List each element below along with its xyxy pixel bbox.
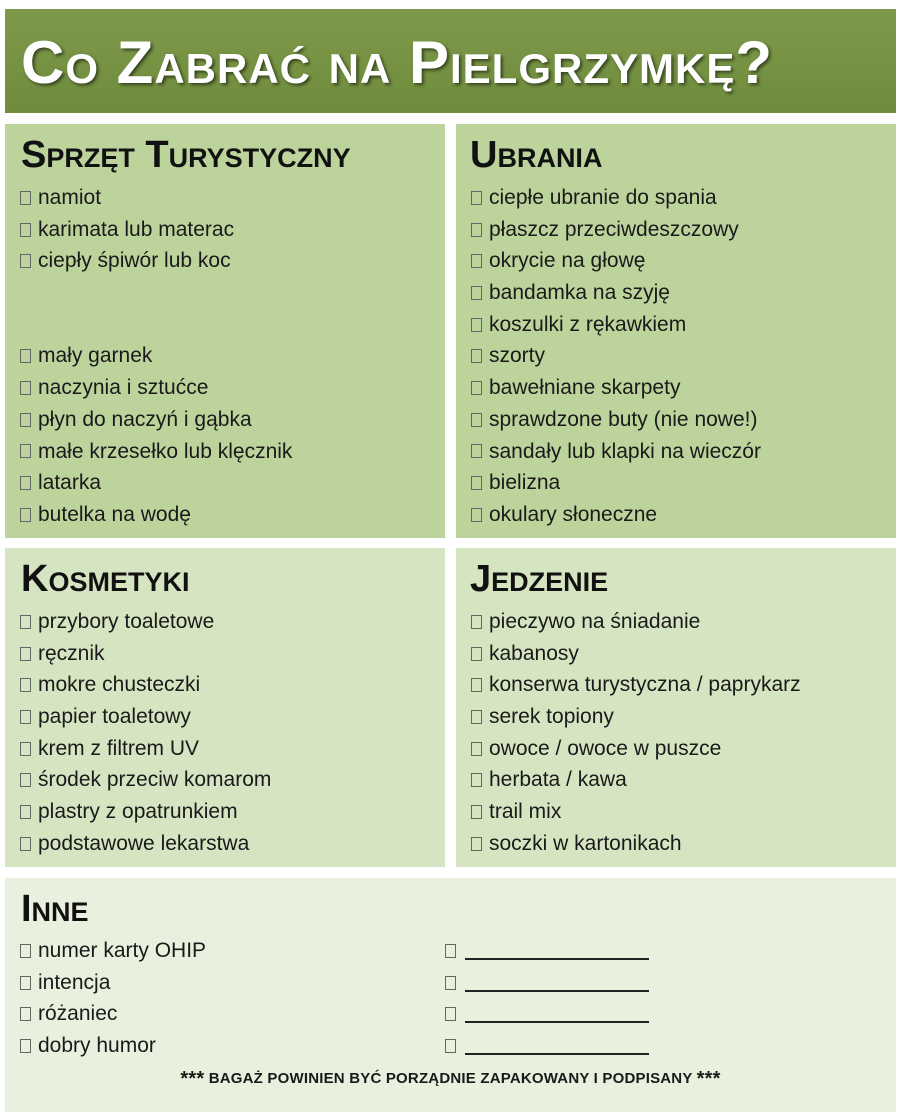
checkbox-icon[interactable] [471, 223, 482, 237]
list-item: herbata / kawa [471, 764, 801, 796]
stars-left: *** [180, 1068, 205, 1090]
list-item: płyn do naczyń i gąbka [20, 404, 292, 436]
list-item: małe krzesełko lub klęcznik [20, 436, 292, 468]
checkbox-icon[interactable] [471, 773, 482, 787]
checkbox-icon[interactable] [20, 476, 31, 490]
checkbox-icon[interactable] [471, 837, 482, 851]
checkbox-icon[interactable] [445, 944, 456, 958]
list-item: mały garnek [20, 340, 292, 372]
title-banner [5, 9, 896, 113]
list-item: środek przeciw komarom [20, 764, 271, 796]
checkbox-icon[interactable] [471, 742, 482, 756]
checkbox-icon[interactable] [471, 508, 482, 522]
list-item: namiot [20, 182, 292, 214]
blank-line[interactable] [465, 974, 649, 992]
checkbox-icon[interactable] [20, 444, 31, 458]
checkbox-icon[interactable] [471, 286, 482, 300]
blank-checklist [445, 935, 649, 1062]
list-item: soczki w kartonikach [471, 828, 801, 860]
checkbox-icon[interactable] [20, 254, 31, 268]
checkbox-icon[interactable] [20, 678, 31, 692]
checkbox-icon[interactable] [471, 444, 482, 458]
list-item: owoce / owoce w puszce [471, 733, 801, 765]
list-item: butelka na wodę [20, 499, 292, 531]
section-heading: Inne [21, 888, 89, 930]
list-item: okrycie na głowę [471, 245, 761, 277]
list-item: przybory toaletowe [20, 606, 271, 638]
checkbox-icon[interactable] [471, 615, 482, 629]
checkbox-icon[interactable] [471, 191, 482, 205]
section-heading: Jedzenie [470, 558, 609, 600]
list-item: ręcznik [20, 638, 271, 670]
blank-item [445, 998, 649, 1030]
list-item: płaszcz przeciwdeszczowy [471, 214, 761, 246]
list-item: dobry humor [20, 1030, 206, 1062]
list-item: sandały lub klapki na wieczór [471, 436, 761, 468]
checkbox-icon[interactable] [471, 805, 482, 819]
blank-item [445, 1030, 649, 1062]
list-item: trail mix [471, 796, 801, 828]
checklist [20, 935, 206, 1062]
stars-right: *** [696, 1068, 721, 1090]
checkbox-icon[interactable] [20, 647, 31, 661]
checkbox-icon[interactable] [20, 976, 31, 990]
list-item: sprawdzone buty (nie nowe!) [471, 404, 761, 436]
list-item: plastry z opatrunkiem [20, 796, 271, 828]
list-item: szorty [471, 340, 761, 372]
checkbox-icon[interactable] [20, 381, 31, 395]
checkbox-icon[interactable] [20, 805, 31, 819]
section-ubrania [456, 124, 896, 538]
checkbox-icon[interactable] [20, 508, 31, 522]
section-heading: Ubrania [470, 134, 603, 176]
blank-item [445, 967, 649, 999]
section-jedzenie [456, 548, 896, 867]
checkbox-icon[interactable] [20, 223, 31, 237]
list-item: podstawowe lekarstwa [20, 828, 271, 860]
blank-item [445, 935, 649, 967]
section-heading: Sprzęt Turystyczny [21, 134, 351, 176]
list-item: koszulki z rękawkiem [471, 309, 761, 341]
checkbox-icon[interactable] [471, 413, 482, 427]
list-item: ciepłe ubranie do spania [471, 182, 761, 214]
list-item: pieczywo na śniadanie [471, 606, 801, 638]
section-heading: Kosmetyki [21, 558, 190, 600]
footer-note-text: BAGAŻ POWINIEN BYĆ PORZĄDNIE ZAPAKOWANY I PODPISANY [208, 1070, 693, 1087]
list-item: okulary słoneczne [471, 499, 761, 531]
section-sprzet [5, 124, 445, 538]
section-inne [5, 878, 896, 1112]
checkbox-icon[interactable] [20, 413, 31, 427]
checkbox-icon[interactable] [20, 1039, 31, 1053]
checkbox-icon[interactable] [471, 381, 482, 395]
checkbox-icon[interactable] [471, 647, 482, 661]
checklist [471, 606, 801, 860]
checkbox-icon[interactable] [471, 476, 482, 490]
checklist [20, 606, 271, 860]
section-kosmetyki [5, 548, 445, 867]
checkbox-icon[interactable] [20, 742, 31, 756]
checkbox-icon[interactable] [471, 349, 482, 363]
list-item: intencja [20, 967, 206, 999]
list-item: kabanosy [471, 638, 801, 670]
checklist [20, 182, 292, 531]
checkbox-icon[interactable] [20, 710, 31, 724]
checkbox-icon[interactable] [471, 318, 482, 332]
checkbox-icon[interactable] [20, 191, 31, 205]
blank-line[interactable] [465, 1037, 649, 1055]
blank-line[interactable] [465, 1005, 649, 1023]
checkbox-icon[interactable] [471, 678, 482, 692]
checkbox-icon[interactable] [471, 710, 482, 724]
list-item: bandamka na szyję [471, 277, 761, 309]
checkbox-icon[interactable] [445, 1039, 456, 1053]
checkbox-icon[interactable] [471, 254, 482, 268]
footer-note [5, 1068, 896, 1091]
list-item: mokre chusteczki [20, 669, 271, 701]
list-item: bawełniane skarpety [471, 372, 761, 404]
list-item: konserwa turystyczna / paprykarz [471, 669, 801, 701]
checkbox-icon[interactable] [20, 349, 31, 363]
checkbox-icon[interactable] [445, 976, 456, 990]
checkbox-icon[interactable] [20, 1007, 31, 1021]
page-title: Co Zabrać na Pielgrzymkę? [21, 29, 773, 96]
checkbox-icon[interactable] [20, 944, 31, 958]
list-item: naczynia i sztućce [20, 372, 292, 404]
list-item: karimata lub materac [20, 214, 292, 246]
checkbox-icon[interactable] [445, 1007, 456, 1021]
list-item: różaniec [20, 998, 206, 1030]
checkbox-icon[interactable] [20, 615, 31, 629]
checklist [471, 182, 761, 531]
list-item: latarka [20, 467, 292, 499]
list-item: papier toaletowy [20, 701, 271, 733]
list-item: krem z filtrem UV [20, 733, 271, 765]
list-item: bielizna [471, 467, 761, 499]
blank-line[interactable] [465, 942, 649, 960]
checkbox-icon[interactable] [20, 837, 31, 851]
list-item: serek topiony [471, 701, 801, 733]
checkbox-icon[interactable] [20, 773, 31, 787]
list-item: ciepły śpiwór lub koc [20, 245, 292, 308]
list-item: numer karty OHIP [20, 935, 206, 967]
